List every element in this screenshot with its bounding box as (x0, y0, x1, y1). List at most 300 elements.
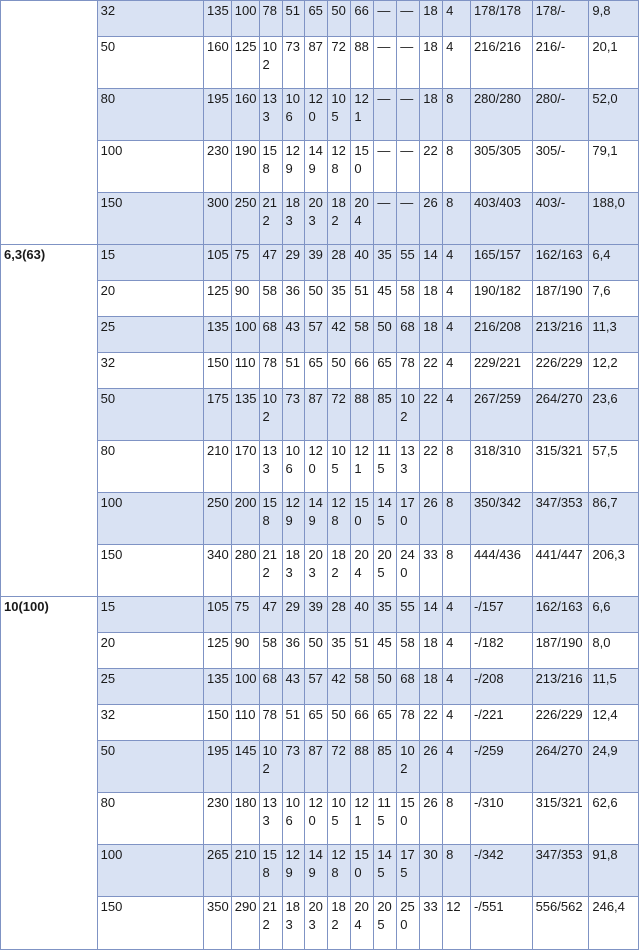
table-cell: 188,0 (589, 193, 639, 245)
table-cell: 50 (305, 633, 328, 669)
table-cell: 162/163 (532, 245, 589, 281)
table-cell: 4 (443, 741, 471, 793)
table-cell: 50 (305, 281, 328, 317)
table-cell: 47 (259, 597, 282, 633)
table-cell: 105 (203, 245, 231, 281)
nominal-diameter-cell: 32 (97, 1, 203, 37)
table-cell: 110 (231, 353, 259, 389)
table-cell: 65 (374, 353, 397, 389)
table-cell: 4 (443, 597, 471, 633)
table-cell: 556/562 (532, 897, 589, 950)
table-row (1, 193, 639, 245)
table-cell: 135 (203, 669, 231, 705)
table-row (1, 441, 639, 493)
table-cell: 18 (420, 317, 443, 353)
table-cell: 4 (443, 37, 471, 89)
table-cell: 182 (328, 545, 351, 597)
table-cell: 58 (259, 281, 282, 317)
table-cell: 8 (443, 193, 471, 245)
table-cell: 120 (305, 441, 328, 493)
table-cell: 135 (231, 389, 259, 441)
table-cell: 62,6 (589, 793, 639, 845)
table-cell: 28 (328, 245, 351, 281)
table-cell: 87 (305, 741, 328, 793)
table-cell: 102 (259, 389, 282, 441)
table-cell: 8,0 (589, 633, 639, 669)
table-cell: 51 (351, 633, 374, 669)
table-cell: 180 (231, 793, 259, 845)
table-cell: 183 (282, 545, 305, 597)
table-cell: 230 (203, 141, 231, 193)
table-cell: 52,0 (589, 89, 639, 141)
table-cell: 4 (443, 669, 471, 705)
table-cell: 57,5 (589, 441, 639, 493)
table-cell: 35 (328, 281, 351, 317)
table-cell: 33 (420, 545, 443, 597)
table-cell: 18 (420, 1, 443, 37)
table-cell: 170 (397, 493, 420, 545)
table-cell: 58 (259, 633, 282, 669)
table-cell: 182 (328, 193, 351, 245)
table-cell: 50 (328, 353, 351, 389)
table-cell: 18 (420, 633, 443, 669)
table-row (1, 741, 639, 793)
table-cell: 87 (305, 37, 328, 89)
table-cell: 106 (282, 89, 305, 141)
table-cell: -/310 (470, 793, 532, 845)
table-cell: 73 (282, 389, 305, 441)
table-cell: 88 (351, 389, 374, 441)
table-cell: 264/270 (532, 741, 589, 793)
table-cell: 36 (282, 633, 305, 669)
table-cell: 68 (397, 669, 420, 705)
table-cell: 204 (351, 193, 374, 245)
table-cell: 300 (203, 193, 231, 245)
table-cell: 120 (305, 793, 328, 845)
table-cell: 158 (259, 845, 282, 897)
table-cell: 8 (443, 793, 471, 845)
nominal-diameter-cell: 150 (97, 193, 203, 245)
table-cell: 150 (351, 845, 374, 897)
table-cell: 290 (231, 897, 259, 950)
table-cell: 22 (420, 441, 443, 493)
table-cell: 150 (351, 141, 374, 193)
table-cell: 441/447 (532, 545, 589, 597)
table-cell: 50 (374, 317, 397, 353)
table-cell: 129 (282, 141, 305, 193)
table-cell: 226/229 (532, 705, 589, 741)
table-row (1, 597, 639, 633)
table-cell: — (397, 141, 420, 193)
table-cell: 35 (328, 633, 351, 669)
table-cell: 178/- (532, 1, 589, 37)
nominal-diameter-cell: 32 (97, 353, 203, 389)
table-cell: 11,5 (589, 669, 639, 705)
table-cell: 203 (305, 897, 328, 950)
table-cell: 105 (328, 89, 351, 141)
table-row (1, 633, 639, 669)
table-cell: 29 (282, 597, 305, 633)
table-cell: 55 (397, 245, 420, 281)
table-cell: 216/208 (470, 317, 532, 353)
table-cell: 88 (351, 741, 374, 793)
table-cell: 210 (231, 845, 259, 897)
table-cell: 40 (351, 597, 374, 633)
table-cell: 145 (374, 845, 397, 897)
table-cell: 129 (282, 493, 305, 545)
table-cell: 204 (351, 897, 374, 950)
table-cell: 6,6 (589, 597, 639, 633)
table-cell: 187/190 (532, 633, 589, 669)
nominal-diameter-cell: 20 (97, 633, 203, 669)
table-cell: 280/- (532, 89, 589, 141)
table-cell: 4 (443, 705, 471, 741)
table-cell: 250 (231, 193, 259, 245)
table-cell: 43 (282, 317, 305, 353)
table-cell: 246,4 (589, 897, 639, 950)
table-cell: 22 (420, 389, 443, 441)
table-cell: 9,8 (589, 1, 639, 37)
table-cell: 58 (397, 633, 420, 669)
table-cell: 149 (305, 493, 328, 545)
table-cell: — (374, 89, 397, 141)
pressure-group-cell: 6,3(63) (1, 245, 98, 597)
table-cell: -/259 (470, 741, 532, 793)
table-cell: 305/305 (470, 141, 532, 193)
table-cell: 78 (259, 1, 282, 37)
table-cell: — (374, 193, 397, 245)
table-cell: 149 (305, 845, 328, 897)
table-cell: 102 (397, 741, 420, 793)
table-cell: — (397, 193, 420, 245)
table-cell: 4 (443, 281, 471, 317)
nominal-diameter-cell: 50 (97, 741, 203, 793)
table-cell: 110 (231, 705, 259, 741)
table-row (1, 493, 639, 545)
table-cell: 78 (259, 705, 282, 741)
table-cell: 102 (259, 741, 282, 793)
table-cell: 39 (305, 245, 328, 281)
table-cell: 315/321 (532, 793, 589, 845)
table-cell: 91,8 (589, 845, 639, 897)
table-cell: 129 (282, 845, 305, 897)
table-cell: 175 (203, 389, 231, 441)
table-cell: 120 (305, 89, 328, 141)
table-cell: 73 (282, 741, 305, 793)
table-cell: 162/163 (532, 597, 589, 633)
table-cell: 30 (420, 845, 443, 897)
table-cell: 78 (259, 353, 282, 389)
table-cell: 121 (351, 793, 374, 845)
table-cell: 318/310 (470, 441, 532, 493)
table-cell: 195 (203, 89, 231, 141)
table-cell: 315/321 (532, 441, 589, 493)
table-cell: 8 (443, 141, 471, 193)
table-cell: 22 (420, 141, 443, 193)
table-cell: 250 (397, 897, 420, 950)
table-cell: 29 (282, 245, 305, 281)
nominal-diameter-cell: 80 (97, 89, 203, 141)
table-cell: 105 (328, 441, 351, 493)
table-cell: 4 (443, 389, 471, 441)
table-row (1, 705, 639, 741)
table-cell: 8 (443, 441, 471, 493)
table-cell: 125 (203, 281, 231, 317)
table-cell: 57 (305, 317, 328, 353)
table-row (1, 245, 639, 281)
table-cell: 58 (351, 317, 374, 353)
table-cell: 115 (374, 793, 397, 845)
nominal-diameter-cell: 150 (97, 545, 203, 597)
table-cell: 216/- (532, 37, 589, 89)
table-cell: 68 (259, 317, 282, 353)
table-cell: 240 (397, 545, 420, 597)
table-cell: 26 (420, 741, 443, 793)
table-cell: 90 (231, 281, 259, 317)
table-cell: — (374, 141, 397, 193)
table-row (1, 281, 639, 317)
table-cell: 18 (420, 281, 443, 317)
table-cell: — (397, 37, 420, 89)
table-cell: 115 (374, 441, 397, 493)
table-cell: 12,4 (589, 705, 639, 741)
table-cell: 203 (305, 193, 328, 245)
table-cell: 87 (305, 389, 328, 441)
table-cell: 125 (203, 633, 231, 669)
table-cell: 50 (374, 669, 397, 705)
table-cell: 14 (420, 597, 443, 633)
table-cell: 350 (203, 897, 231, 950)
table-cell: 135 (203, 1, 231, 37)
table-cell: 47 (259, 245, 282, 281)
table-cell: 79,1 (589, 141, 639, 193)
table-cell: 213/216 (532, 669, 589, 705)
table-cell: 267/259 (470, 389, 532, 441)
table-cell: 11,3 (589, 317, 639, 353)
nominal-diameter-cell: 100 (97, 493, 203, 545)
table-row (1, 317, 639, 353)
table-cell: 65 (305, 705, 328, 741)
nominal-diameter-cell: 15 (97, 245, 203, 281)
table-cell: 45 (374, 281, 397, 317)
table-cell: 18 (420, 89, 443, 141)
table-cell: 160 (203, 37, 231, 89)
table-cell: 212 (259, 897, 282, 950)
table-cell: 100 (231, 1, 259, 37)
table-row (1, 353, 639, 389)
table-cell: 85 (374, 741, 397, 793)
table-cell: 305/- (532, 141, 589, 193)
table-cell: 149 (305, 141, 328, 193)
table-cell: 23,6 (589, 389, 639, 441)
table-cell: 35 (374, 597, 397, 633)
table-cell: 72 (328, 37, 351, 89)
table-cell: 150 (203, 353, 231, 389)
table-cell: 210 (203, 441, 231, 493)
table-cell: 42 (328, 317, 351, 353)
table-row (1, 141, 639, 193)
table-cell: -/208 (470, 669, 532, 705)
table-row (1, 545, 639, 597)
table-cell: 204 (351, 545, 374, 597)
table-cell: 72 (328, 741, 351, 793)
table-cell: 128 (328, 845, 351, 897)
nominal-diameter-cell: 15 (97, 597, 203, 633)
nominal-diameter-cell: 150 (97, 897, 203, 950)
table-cell: 51 (282, 353, 305, 389)
nominal-diameter-cell: 20 (97, 281, 203, 317)
table-cell: — (397, 89, 420, 141)
table-cell: 7,6 (589, 281, 639, 317)
table-cell: -/157 (470, 597, 532, 633)
table-cell: 12,2 (589, 353, 639, 389)
table-cell: 45 (374, 633, 397, 669)
table-cell: 230 (203, 793, 231, 845)
table-cell: 100 (231, 669, 259, 705)
table-row (1, 89, 639, 141)
table-row (1, 389, 639, 441)
table-row (1, 669, 639, 705)
table-cell: 135 (203, 317, 231, 353)
table-cell: 78 (397, 705, 420, 741)
table-cell: 150 (351, 493, 374, 545)
table-cell: — (374, 37, 397, 89)
nominal-diameter-cell: 80 (97, 441, 203, 493)
table-cell: 26 (420, 193, 443, 245)
table-cell: 6,4 (589, 245, 639, 281)
table-cell: 57 (305, 669, 328, 705)
table-row (1, 793, 639, 845)
table-cell: 121 (351, 441, 374, 493)
table-cell: — (374, 1, 397, 37)
table-cell: 133 (259, 793, 282, 845)
table-cell: 86,7 (589, 493, 639, 545)
table-cell: 212 (259, 193, 282, 245)
table-cell: 66 (351, 1, 374, 37)
table-cell: 39 (305, 597, 328, 633)
table-cell: 250 (203, 493, 231, 545)
table-row (1, 845, 639, 897)
table-cell: 4 (443, 353, 471, 389)
table-cell: 65 (305, 353, 328, 389)
table-cell: 187/190 (532, 281, 589, 317)
pressure-group-cell: 10(100) (1, 597, 98, 950)
table-cell: 26 (420, 493, 443, 545)
table-cell: 347/353 (532, 845, 589, 897)
table-cell: 4 (443, 1, 471, 37)
table-cell: 51 (351, 281, 374, 317)
table-cell: 26 (420, 793, 443, 845)
table-cell: 102 (397, 389, 420, 441)
table-cell: 205 (374, 545, 397, 597)
table-cell: 350/342 (470, 493, 532, 545)
table-cell: 65 (305, 1, 328, 37)
table-cell: 36 (282, 281, 305, 317)
table-cell: -/221 (470, 705, 532, 741)
nominal-diameter-cell: 100 (97, 141, 203, 193)
table-cell: 280 (231, 545, 259, 597)
table-cell: 88 (351, 37, 374, 89)
table-cell: 203 (305, 545, 328, 597)
table-cell: 72 (328, 389, 351, 441)
table-cell: 264/270 (532, 389, 589, 441)
table-cell: 55 (397, 597, 420, 633)
table-cell: 90 (231, 633, 259, 669)
table-cell: 8 (443, 89, 471, 141)
table-cell: 14 (420, 245, 443, 281)
table-cell: 178/178 (470, 1, 532, 37)
table-cell: 182 (328, 897, 351, 950)
table-cell: 190 (231, 141, 259, 193)
table-cell: 280/280 (470, 89, 532, 141)
table-cell: 403/403 (470, 193, 532, 245)
table-cell: 22 (420, 705, 443, 741)
table-cell: 58 (351, 669, 374, 705)
nominal-diameter-cell: 100 (97, 845, 203, 897)
table-cell: 51 (282, 705, 305, 741)
table-cell: 165/157 (470, 245, 532, 281)
table-row (1, 897, 639, 950)
table-cell: -/342 (470, 845, 532, 897)
table-cell: 106 (282, 441, 305, 493)
table-cell: — (397, 1, 420, 37)
table-cell: 150 (397, 793, 420, 845)
nominal-diameter-cell: 80 (97, 793, 203, 845)
table-cell: 68 (397, 317, 420, 353)
table-cell: 106 (282, 793, 305, 845)
table-cell: 66 (351, 705, 374, 741)
table-cell: 195 (203, 741, 231, 793)
table-cell: 183 (282, 897, 305, 950)
table-row (1, 37, 639, 89)
table-cell: 170 (231, 441, 259, 493)
table-cell: 4 (443, 317, 471, 353)
table-cell: 150 (203, 705, 231, 741)
table-cell: 43 (282, 669, 305, 705)
table-cell: 40 (351, 245, 374, 281)
table-cell: 42 (328, 669, 351, 705)
table-cell: -/182 (470, 633, 532, 669)
table-cell: 226/229 (532, 353, 589, 389)
table-cell: 444/436 (470, 545, 532, 597)
table-cell: 20,1 (589, 37, 639, 89)
table-cell: 175 (397, 845, 420, 897)
table-cell: 190/182 (470, 281, 532, 317)
table-cell: 133 (397, 441, 420, 493)
nominal-diameter-cell: 50 (97, 389, 203, 441)
table-cell: 347/353 (532, 493, 589, 545)
table-cell: 340 (203, 545, 231, 597)
table-cell: 50 (328, 1, 351, 37)
table-cell: 206,3 (589, 545, 639, 597)
table-cell: 35 (374, 245, 397, 281)
table-cell: 50 (328, 705, 351, 741)
table-cell: 51 (282, 1, 305, 37)
table-cell: 229/221 (470, 353, 532, 389)
nominal-diameter-cell: 25 (97, 317, 203, 353)
table-cell: 145 (374, 493, 397, 545)
table-cell: 205 (374, 897, 397, 950)
table-cell: 4 (443, 245, 471, 281)
table-cell: 200 (231, 493, 259, 545)
table-cell: 68 (259, 669, 282, 705)
table-cell: 28 (328, 597, 351, 633)
table-cell: 18 (420, 669, 443, 705)
table-row (1, 1, 639, 37)
table-cell: 128 (328, 141, 351, 193)
table-cell: 128 (328, 493, 351, 545)
nominal-diameter-cell: 25 (97, 669, 203, 705)
